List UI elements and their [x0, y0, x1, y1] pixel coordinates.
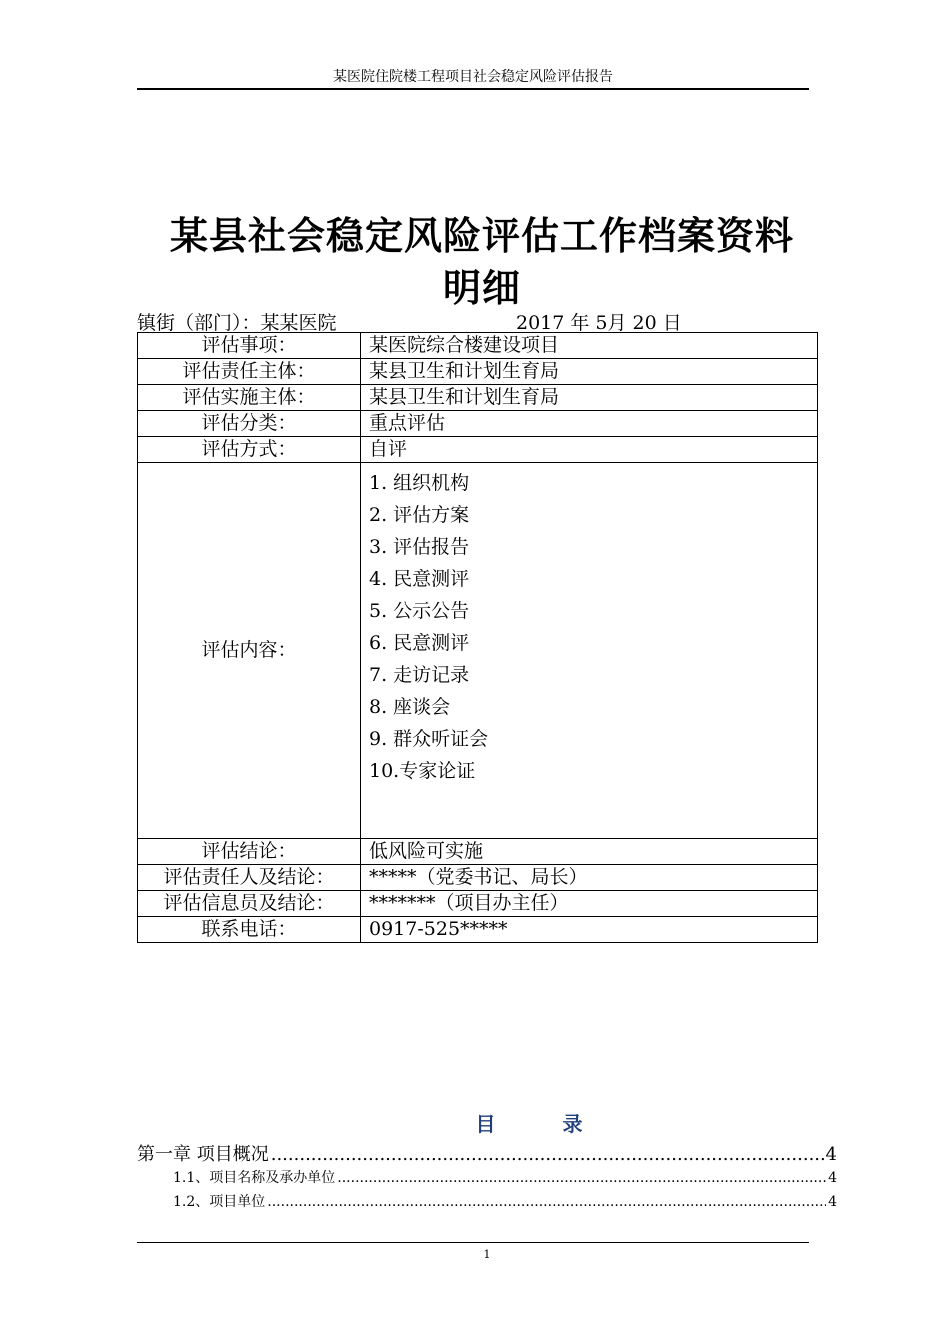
table-row: [138, 839, 818, 865]
footer-rule: [137, 1242, 809, 1243]
toc-entry-page: 4: [828, 1170, 837, 1186]
document-title: [137, 210, 827, 314]
table-row: [138, 865, 818, 891]
page-number: 1: [483, 1248, 491, 1261]
table-row: [138, 411, 818, 437]
row-value: 某医院综合楼建设项目: [361, 333, 818, 359]
list-item: 1. 组织机构: [369, 472, 470, 494]
running-header: 某医院住院楼工程项目社会稳定风险评估报告: [333, 69, 613, 85]
list-item: 9. 群众听证会: [369, 728, 489, 750]
toc-entry-page: 4: [825, 1144, 837, 1165]
content-label: 评估内容：: [138, 463, 361, 839]
toc-entry[interactable]: [137, 1140, 837, 1166]
table-row: [138, 891, 818, 917]
toc-entry-label: 1.1、项目名称及承办单位: [173, 1170, 336, 1186]
table-row: [138, 359, 818, 385]
table-row: [138, 437, 818, 463]
toc-entry-page: 4: [828, 1194, 837, 1210]
header-rule: [137, 88, 809, 90]
list-item: 4. 民意测评: [369, 568, 470, 590]
title-line-1: 某县社会稳定风险评估工作档案资料: [169, 213, 794, 258]
list-item: 5. 公示公告: [369, 600, 470, 622]
table-row: [138, 333, 818, 359]
toc-leader-dots: [267, 1194, 826, 1210]
row-label: 评估责任主体：: [138, 359, 361, 385]
row-label: 评估分类：: [138, 411, 361, 437]
row-label: 评估结论：: [138, 839, 361, 865]
content-list: [361, 463, 818, 839]
toc-leader-dots: [271, 1144, 824, 1165]
document-date: 2017 年 5月 20 日: [516, 312, 682, 334]
row-value: *******（项目办主任）: [361, 891, 818, 917]
toc-leader-dots: [337, 1170, 826, 1186]
list-item: 7. 走访记录: [369, 664, 470, 686]
toc-title: 目 录: [475, 1112, 613, 1136]
row-value: 某县卫生和计划生育局: [361, 359, 818, 385]
table-row: [138, 385, 818, 411]
row-label: 评估事项：: [138, 333, 361, 359]
list-item: 8. 座谈会: [369, 696, 451, 718]
row-value: 自评: [361, 437, 818, 463]
list-item: 3. 评估报告: [369, 536, 470, 558]
table-row: [138, 917, 818, 943]
row-label: 评估方式：: [138, 437, 361, 463]
row-value: 0917-525*****: [361, 917, 818, 943]
list-item: 2. 评估方案: [369, 504, 470, 526]
toc-entry-label: 第一章 项目概况: [137, 1144, 269, 1165]
title-line-2: 明细: [442, 265, 521, 310]
row-label: 评估实施主体：: [138, 385, 361, 411]
toc-entry[interactable]: [173, 1167, 837, 1187]
assessment-table: [137, 332, 818, 943]
row-value: 低风险可实施: [361, 839, 818, 865]
row-label: 评估责任人及结论：: [138, 865, 361, 891]
table-row-content: [138, 463, 818, 839]
toc-entry-label: 1.2、项目单位: [173, 1194, 266, 1210]
row-value: *****（党委书记、局长）: [361, 865, 818, 891]
department-label: 镇街（部门）：某某医院: [137, 312, 337, 334]
row-value: 某县卫生和计划生育局: [361, 385, 818, 411]
row-value: 重点评估: [361, 411, 818, 437]
row-label: 联系电话：: [138, 917, 361, 943]
list-item: 10.专家论证: [369, 760, 476, 782]
toc-entry[interactable]: [173, 1191, 837, 1211]
row-label: 评估信息员及结论：: [138, 891, 361, 917]
list-item: 6. 民意测评: [369, 632, 470, 654]
